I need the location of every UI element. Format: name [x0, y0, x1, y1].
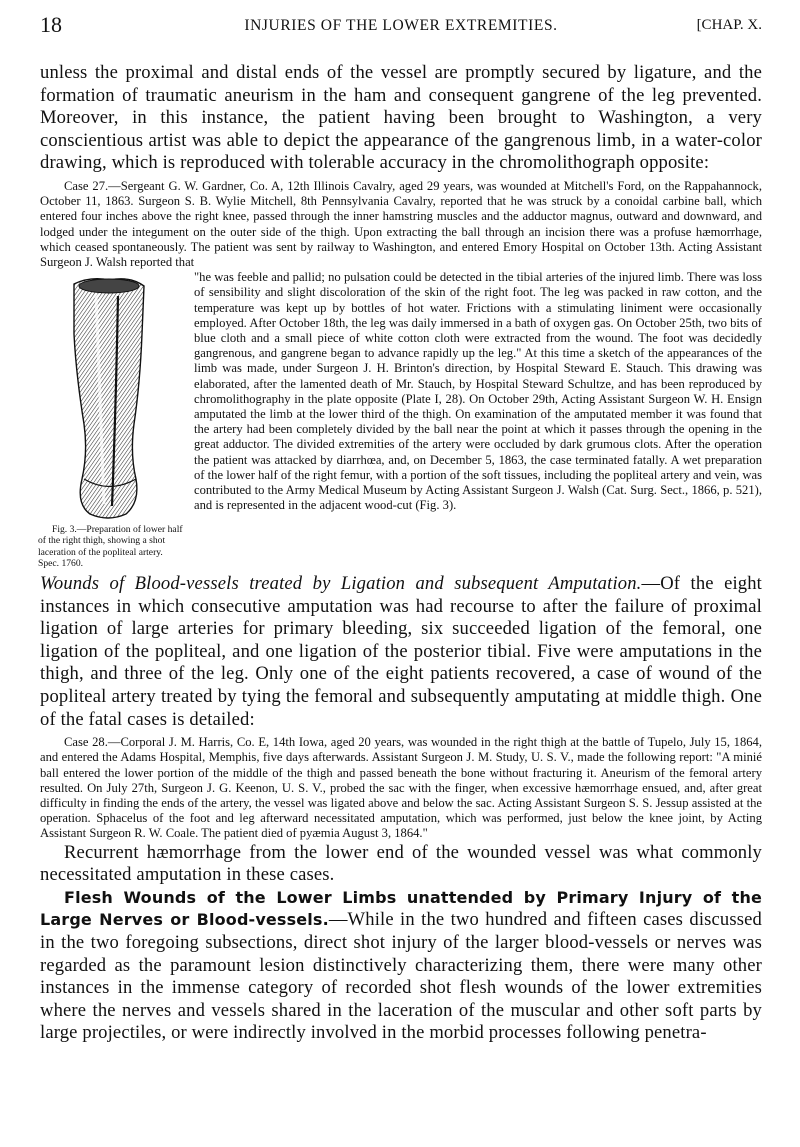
- figure-3: [38, 274, 186, 569]
- thigh-specimen-illustration: [60, 274, 156, 524]
- section-text-ligation: —Of the eight instances in which consecutive amputation was had recourse to after the failure of proximal ligation of large arteries for primary bleeding, six succeeded ligation of the femoral, one ligation of the popliteal, and one ligation of the posterior tibial. Five were amputations in the thigh, and three of the leg. Only one of the eight patients recovered, a case of wound of the popliteal artery treated by tying the femoral and subsequently amputating at middle thigh. One of the fatal cases is detailed:: [40, 573, 763, 730]
- section-text-flesh-wounds: —While in the two hundred and fifteen cases discussed in the two foregoing subsections, direct shot injury of the larger blood-vessels or nerves was regarded as the paramount lesion distinctively characterizing them, there were many other instances in the immense category of recorded shot flesh wounds of the lower extremities where the nerves and vessels shared in the laceration of the muscular and other soft parts by large projectiles, or were indirectly involved in the morbid processes following penetra-: [40, 909, 762, 1044]
- case-27-intro: Case 27.—Sergeant G. W. Gardner, Co. A, 12th Illinois Cavalry, aged 29 years, was wounded at Mitchell's Ford, on the Rappahannock, October 11, 1863. Surgeon S. B. Wylie Mitchell, 8th Pennsylvania Cavalry, reported that he was struck by a conoidal carbine ball, which entered four inches above the right knee, passed through the inner hamstring muscles and the adductor magnus, outward and downward, and lodged under the integument on the outer side of the thigh. Upon extracting the ball through an incision there was a profuse hæmorrhage, which ceased spontaneously. The patient was sent by railway to Washington, and entered Emory Hospital on October 13th. Acting Assistant Surgeon J. Walsh reported that: [40, 178, 762, 269]
- section-wounds-ligation: [40, 573, 762, 731]
- recurrent-haemorrhage-paragraph: Recurrent hæmorrhage from the lower end of the wounded vessel was what commonly necessitated amputation in these cases.: [40, 841, 762, 886]
- page-header: [40, 12, 762, 42]
- chapter-label: [CHAP. X.: [696, 17, 762, 33]
- section-flesh-wounds: [40, 887, 762, 1045]
- case-28: Case 28.—Corporal J. M. Harris, Co. E, 14th Iowa, aged 20 years, was wounded in the right thigh at the battle of Tupelo, July 15, 1864, and entered the Adams Hospital, Memphis, five days afterwards. Assistant Surgeon J. M. Study, U. S. V., made the following report: "A minié ball entered the lower portion of the middle of the thigh and passed beneath the bone without fracturing it. Aneurism of the femoral artery resulted. On July 27th, Surgeon J. G. Keenon, U. S. V., probed the sac with the finger, when excessive hæmorrhage ensued, and, after great difficulty in finding the ends of the artery, the vessel was ligated above and below the sac. Acting Assistant Surgeon S. S. Jessup assisted at the operation. Sphacelus of the foot and leg afterward necessitated amputation, which was performed, just below the knee joint, by Acting Assistant Surgeon R. W. Coale. The patient died of pyæmia August 3, 1864.": [40, 735, 762, 841]
- running-title: INJURIES OF THE LOWER EXTREMITIES.: [244, 17, 558, 34]
- section-heading-ligation: Wounds of Blood-vessels treated by Ligation and subsequent Amputation.: [40, 573, 642, 594]
- intro-paragraph: unless the proximal and distal ends of the vessel are promptly secured by ligature, and the formation of traumatic aneurism in the ham and consequent gangrene of the leg prevented. Moreover, in this instance, the patient having been brought to Washington, a very conscientious artist was able to depict the appearance of the gangrenous limb, in a water-color drawing, which is reproduced with tolerable accuracy in the chromolithograph opposite:: [40, 62, 762, 174]
- page-number: 18: [40, 12, 62, 37]
- page-body: [40, 62, 762, 1045]
- case-27-body: "he was feeble and pallid; no pulsation could be detected in the tibial arteries of the injured limb. There was loss of sensibility and slight discoloration of the skin of the right foot. The leg was packed in raw cotton, and the temperature was kept up by bottles of hot water. Frictions with a stimulating liniment were occasionally employed. After October 18th, the leg was daily immersed in a bath of oxygen gas. On October 25th, two bits of blue cloth and a small piece of white cotton cloth were extracted from the wound. The foot was decidedly gangrenous, and gangrene began to advance rapidly up the leg." At this time a sketch of the appearances of the limb was made, under Surgeon J. H. Brinton's direction, by Hospital Steward E. Stauch. This drawing was elaborated, after the lamented death of Mr. Stauch, by Hospital Steward Schultze, and has been reproduced by chromolithography in the plate opposite (Plate I, 28). On October 29th, Acting Assistant Surgeon W. H. Ensign amputated the limb at the lower third of the thigh. On examination of the amputated member it was found that the artery had been completely divided by the ball near the point at which it passes through the opening in the great adductor. The divided extremities of the artery were occluded by dark grumous clots. After the operation the patient was attacked by diarrhœa, and, on December 5, 1863, the case terminated fatally. A wet preparation of the lower half of the right femur, with a portion of the soft tissues, including the popliteal artery and vein, was contributed to the Army Medical Museum by Acting Assistant Surgeon J. Walsh (Cat. Surg. Sect., 1866, p. 521), and is represented in the adjacent wood-cut (Fig. 3).: [194, 270, 762, 513]
- section-heading-flesh-wounds: Flesh Wounds of the Lower Limbs unattended by Primary Injury of the Large Nerves or Blood-vessels.: [40, 887, 762, 930]
- figure-caption: Fig. 3.—Preparation of lower half of the right thigh, showing a shot laceration of the popliteal artery. Spec. 1760.: [38, 524, 183, 569]
